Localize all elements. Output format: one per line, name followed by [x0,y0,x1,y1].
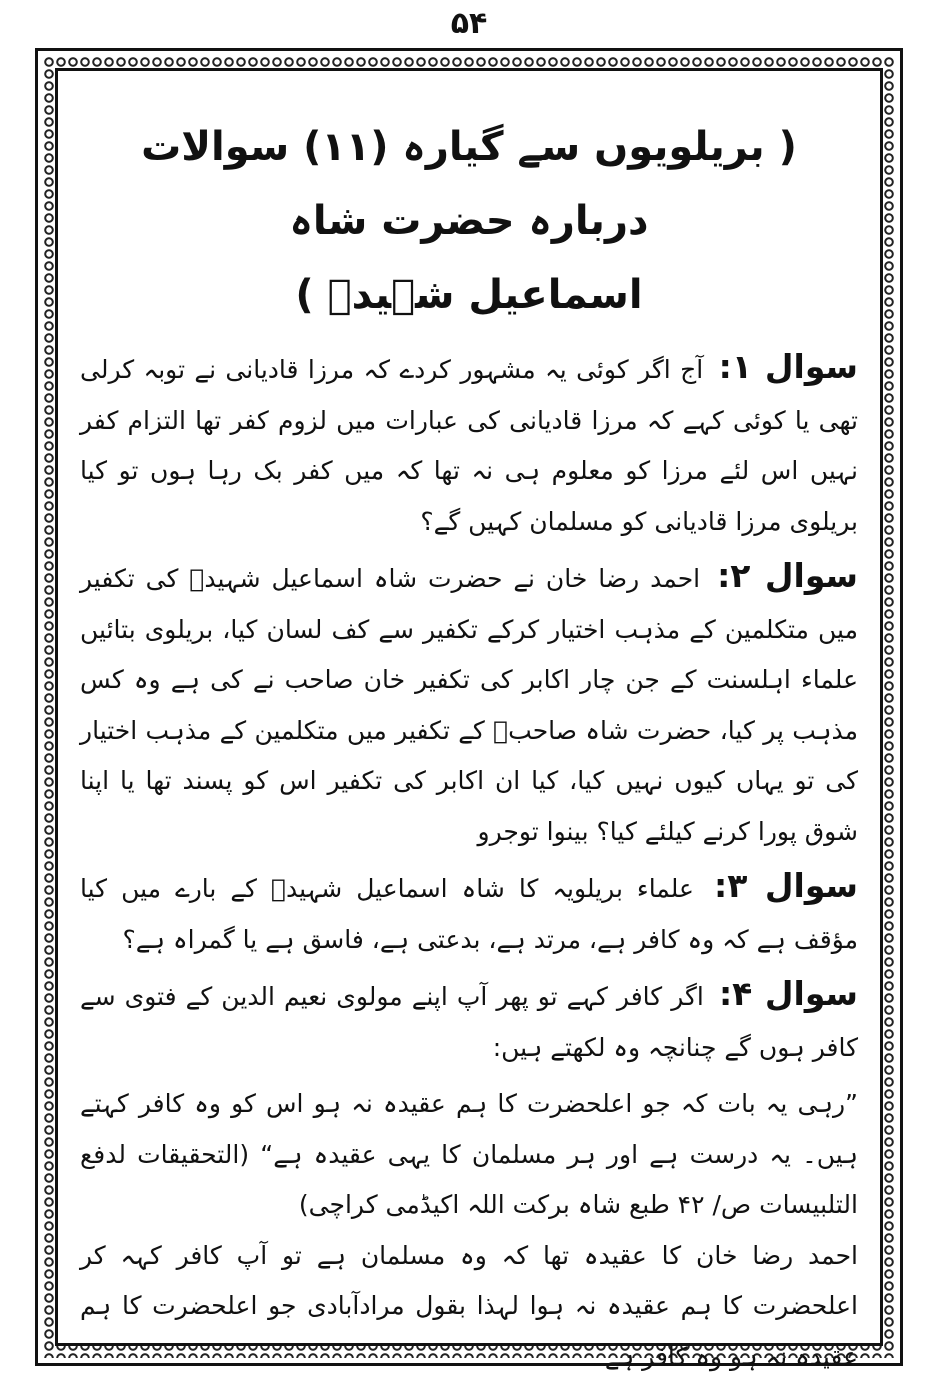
question-4-text: اگر کافر کہے تو پھر آپ اپنے مولوی نعیم الدین کے فتوی سے کافر ہوں گے چنانچہ وہ لکھتے ہیں: [80,982,858,1062]
title-line-2: اسماعیل شہیدؒ ) [295,272,643,318]
question-3-label: سوال ۳: [714,866,859,905]
question-3 [80,861,858,965]
page-content [80,95,858,1382]
quotation: ”رہی یہ بات کہ جو اعلحضرت کا ہم عقیدہ نہ ہو اس کو وہ کافر کہتے ہیں۔ یہ درست ہے اور ہر مسلمان کا یہی عقیدہ ہے“ (التحقیقات لدفع التلبیسات ص/ ۴۲ طبع شاہ برکت اللہ اکیڈمی کراچی) [80,1089,858,1219]
title-line-1: ( بریلویوں سے گیارہ (۱۱) سوالات دربارہ حضرت شاہ [141,124,797,244]
question-4-label: سوال ۴: [718,974,858,1013]
question-3-text: علماء بریلویہ کا شاہ اسماعیل شہیدؒ کے بارے میں کیا مؤقف ہے کہ وہ کافر ہے، مرتد ہے، بدعتی ہے، فاسق ہے یا گمراہ ہے؟ [80,874,858,954]
question-2-text: احمد رضا خان نے حضرت شاہ اسماعیل شہیدؒ کی تکفیر میں متکلمین کے مذہب اختیار کرکے تکفیر سے کف لسان کیا، بریلوی بتائیں علماء اہلسنت کے جن چار اکابر کی تکفیر خان صاحب نے کی ہے وہ کس مذہب پر کیا، حضرت شاہ صاحبؒ کے تکفیر میں متکلمین کے مذہب اختیار کی تو یہاں کیوں نہیں کیا، کیا ان اکابر کی تکفیر اس کو پسند تھا یا اپنا شوق پورا کرنے کیلئے کیا؟ بینوا توجرو [80,564,858,846]
page-number: ۵۴ [450,6,488,41]
question-2-label: سوال ۲: [717,556,858,595]
conclusion: احمد رضا خان کا عقیدہ تھا کہ وہ مسلمان ہے تو آپ کافر کہہ کر اعلحضرت کا ہم عقیدہ نہ ہوا لہذا بقول مرادآبادی جو اعلحضرت کا ہم عقیدہ نہ ہو وہ کافر ہے۔ [80,1240,858,1371]
page-title [80,110,858,332]
question-2 [80,551,858,857]
question-4 [80,969,858,1073]
question-1 [80,342,858,547]
question-1-text: آج اگر کوئی یہ مشہور کردے کہ مرزا قادیانی نے توبہ کرلی تھی یا کوئی کہے کہ مرزا قادیانی کی عبارات میں لزوم کفر تھا التزام کفر نہیں اس لئے مرزا کو معلوم ہی نہ تھا کہ میں کفر بک رہا ہوں تو کیا بریلوی مرزا قادیانی کو مسلمان کہیں گے؟ [80,355,858,536]
question-1-label: سوال ۱: [718,347,858,386]
